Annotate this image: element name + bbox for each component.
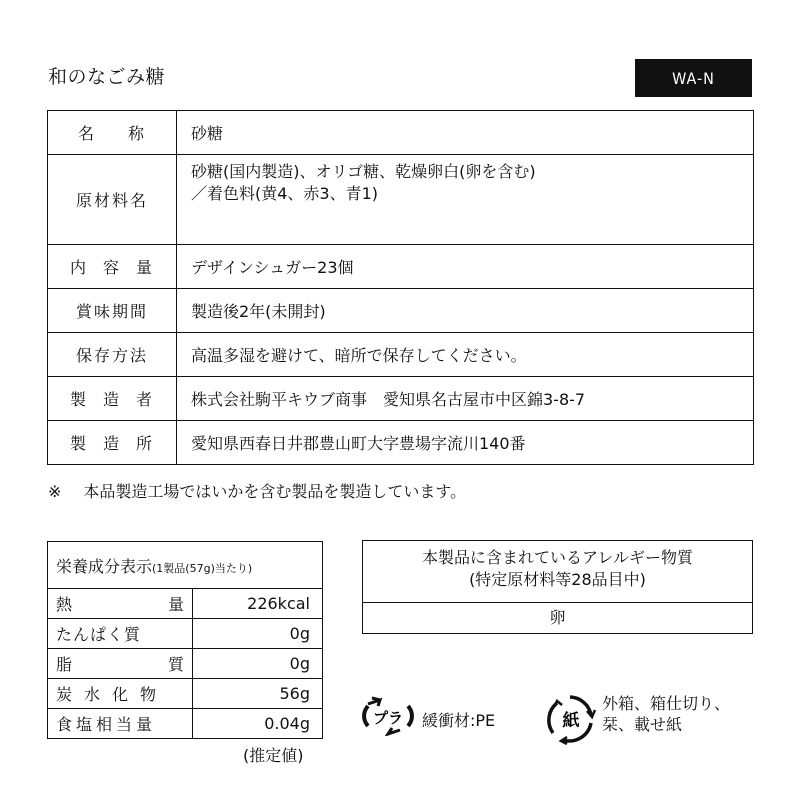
spec-value: 愛知県西春日井郡豊山町大字豊場字流川140番 <box>177 421 754 465</box>
spec-value-line: 砂糖(国内製造)、オリゴ糖、乾燥卵白(卵を含む) <box>191 162 536 181</box>
nutrition-basis: (1製品(57g)当たり) <box>152 561 253 575</box>
spec-label: 保存方法 <box>48 333 177 377</box>
nutrition-value: 0g <box>193 619 323 649</box>
spec-label: 原材料名 <box>48 155 177 245</box>
spec-value: 高温多湿を避けて、暗所で保存してください。 <box>177 333 754 377</box>
allergy-subtitle: (特定原材料等28品目中) <box>469 570 646 589</box>
nutrition-row: 脂 質 0g <box>48 649 323 679</box>
spec-label: 名 <box>78 124 97 143</box>
allergy-value: 卵 <box>549 608 566 627</box>
nutrition-row <box>48 619 323 649</box>
nutrition-value: 0g <box>193 649 323 679</box>
allergy-box <box>362 540 753 634</box>
paper-mark-label: 紙 <box>562 711 580 731</box>
spec-table <box>47 110 754 465</box>
nutrition-label: 炭水化物 <box>48 679 193 709</box>
spec-row-expiry <box>48 289 754 333</box>
spec-row-manufacturer: 製 造 者 株式会社駒平キウブ商事 愛知県名古屋市中区錦3-8-7 <box>48 377 754 421</box>
spec-label: 賞味期間 <box>48 289 177 333</box>
nutrition-row <box>48 679 323 709</box>
spec-value: デザインシュガー23個 <box>177 245 754 289</box>
spec-row-ingredients <box>48 155 754 245</box>
product-title: 和のなごみ糖 <box>48 66 166 88</box>
paper-recycle-icon <box>543 693 597 745</box>
spec-row-name <box>48 111 754 155</box>
spec-row-storage <box>48 333 754 377</box>
spec-label: 称 <box>127 124 146 143</box>
nutrition-row: 熱 量 226kcal <box>48 589 323 619</box>
pla-text: 緩衝材:PE <box>422 711 496 730</box>
note-text: 本品製造工場ではいかを含む製品を製造しています。 <box>83 482 467 501</box>
allergy-title: 本製品に含まれているアレルギー物質 <box>422 548 693 567</box>
nutrition-label: たんぱく質 <box>48 619 193 649</box>
note-mark: ※ <box>48 482 62 501</box>
spec-row-contents: 内 容 量 デザインシュガー23個 <box>48 245 754 289</box>
estimate-note: (推定値) <box>243 746 304 765</box>
nutrition-value: 226kcal <box>193 589 323 619</box>
nutrition-table <box>47 541 323 739</box>
nutrition-row <box>48 709 323 739</box>
paper-text: 外箱、箱仕切り、 栞、載せ紙 <box>602 694 731 734</box>
pla-mark-label: プラ <box>372 709 404 727</box>
nutrition-value: 0.04g <box>193 709 323 739</box>
spec-value-line: ／着色料(黄4、赤3、青1) <box>191 184 379 203</box>
nutrition-header <box>48 542 323 589</box>
spec-value: 製造後2年(未開封) <box>177 289 754 333</box>
spec-row-factory: 製 造 所 愛知県西春日井郡豊山町大字豊場字流川140番 <box>48 421 754 465</box>
product-code-badge: WA-N <box>635 59 752 97</box>
nutrition-value: 56g <box>193 679 323 709</box>
plastic-recycle-icon <box>362 696 414 736</box>
spec-value: 砂糖 <box>177 111 754 155</box>
nutrition-label: 食塩相当量 <box>48 709 193 739</box>
nutrition-title: 栄養成分表示 <box>56 556 153 576</box>
spec-value: 株式会社駒平キウブ商事 愛知県名古屋市中区錦3-8-7 <box>177 377 754 421</box>
factory-note <box>48 479 466 502</box>
